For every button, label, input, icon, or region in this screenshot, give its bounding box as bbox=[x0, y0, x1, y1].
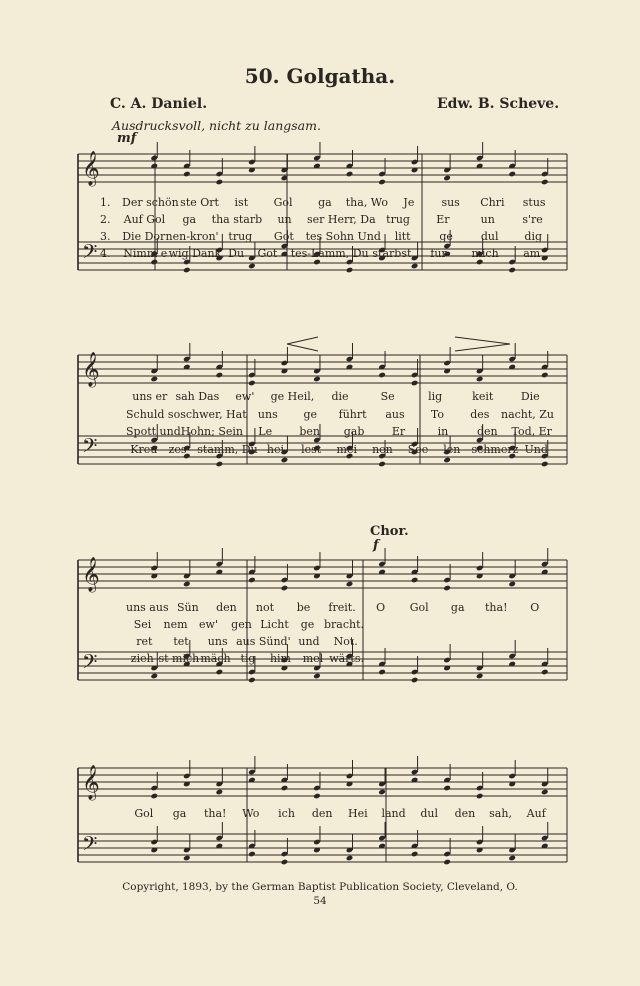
note-head bbox=[541, 669, 549, 676]
lyric-line bbox=[104, 807, 554, 820]
lyric-line bbox=[104, 635, 364, 648]
lyric-syllable: Tod, Er bbox=[511, 425, 552, 438]
lyric-syllable: O bbox=[530, 601, 540, 614]
lyric-syllable: uns er bbox=[132, 390, 168, 403]
lyric-syllable: tha! bbox=[485, 601, 508, 614]
lyric-syllable: gab bbox=[343, 425, 365, 438]
lyric-syllable: aus bbox=[385, 408, 405, 421]
lyric-syllable: Kreu bbox=[130, 443, 158, 456]
note-head bbox=[508, 171, 516, 178]
lyric-syllable: st mich bbox=[158, 652, 200, 665]
note-head bbox=[183, 267, 191, 274]
lyric-syllable: führt bbox=[338, 408, 367, 421]
verse-number bbox=[104, 601, 126, 614]
lyric-syllable: sah, bbox=[489, 807, 512, 820]
lyric-syllable: tes-Lamm, Du bbox=[290, 247, 369, 260]
lyric-syllable: den bbox=[477, 425, 498, 438]
note-head bbox=[281, 785, 289, 792]
note-head bbox=[476, 793, 484, 800]
bass-clef: 𝄢 bbox=[82, 650, 98, 678]
lyric-syllable: tet bbox=[173, 635, 189, 648]
note-head bbox=[476, 673, 484, 680]
note-head bbox=[313, 673, 321, 680]
lyric-syllable: lig bbox=[428, 390, 443, 403]
lyric-syllable: tha, Wo bbox=[345, 196, 388, 209]
verse-number: 1. bbox=[100, 196, 111, 209]
note-head bbox=[248, 577, 256, 584]
note-head bbox=[346, 171, 354, 178]
lyric-syllable: für bbox=[430, 247, 447, 260]
lyric-syllable: Sün bbox=[177, 601, 199, 614]
lyric-syllable: Die Dor bbox=[122, 230, 166, 243]
lyric-syllable: O bbox=[376, 601, 386, 614]
verse-number bbox=[104, 652, 126, 665]
lyric-syllable: am bbox=[523, 247, 541, 260]
lyric-syllable: ret bbox=[136, 635, 153, 648]
lyric-line bbox=[104, 408, 554, 421]
lyric-syllable: ist bbox=[234, 196, 249, 209]
lyric-syllable: stamm, Du bbox=[197, 443, 258, 456]
note-head bbox=[216, 461, 224, 468]
tempo-marking: Ausdrucksvoll, nicht zu langsam. bbox=[112, 118, 321, 133]
lyric-syllable: schmerz bbox=[471, 443, 519, 456]
note-head bbox=[150, 793, 158, 800]
note-head bbox=[476, 376, 484, 383]
note-head bbox=[281, 859, 289, 866]
lyric-syllable: schwer, Hat bbox=[180, 408, 247, 421]
lyric-syllable: Le bbox=[258, 425, 273, 438]
lyric-syllable: ga bbox=[182, 213, 197, 226]
verse-number bbox=[104, 425, 126, 438]
note-head bbox=[216, 669, 224, 676]
lyric-line bbox=[100, 213, 555, 226]
lyric-syllable: ser Herr, Da bbox=[306, 213, 376, 226]
lyric-syllable: See bbox=[407, 443, 429, 456]
lyric-line bbox=[104, 390, 554, 403]
lyric-syllable: tes Sohn Und bbox=[305, 230, 381, 243]
note-head bbox=[411, 677, 419, 684]
note-head bbox=[443, 585, 451, 592]
lyric-syllable: trug bbox=[228, 230, 253, 243]
verse-number: 4. bbox=[100, 247, 111, 260]
verse-number bbox=[104, 390, 126, 403]
verse-number bbox=[104, 618, 126, 631]
note-head bbox=[346, 855, 354, 862]
verse-number bbox=[104, 443, 126, 456]
lyric-syllable: Schuld so bbox=[126, 408, 181, 421]
note-head bbox=[378, 669, 386, 676]
lyric-syllable: Und bbox=[524, 443, 548, 456]
lyric-syllable: den bbox=[311, 807, 333, 820]
treble-clef: 𝄞 bbox=[82, 765, 100, 800]
lyric-syllable: ga bbox=[450, 601, 465, 614]
verse-number bbox=[104, 635, 126, 648]
note-head bbox=[313, 376, 321, 383]
note-head bbox=[541, 789, 549, 796]
lyric-syllable: Er bbox=[436, 213, 450, 226]
lyric-syllable: ge Heil, bbox=[270, 390, 315, 403]
lyric-syllable: ben bbox=[299, 425, 320, 438]
lyric-syllable: Nimm e bbox=[123, 247, 168, 260]
note-head bbox=[248, 380, 256, 387]
lyric-line bbox=[104, 425, 554, 438]
lyric-syllable: mel bbox=[302, 652, 324, 665]
lyric-syllable: mei bbox=[336, 443, 357, 456]
lyric-syllable: trug bbox=[386, 213, 410, 226]
lyric-syllable: wärts. bbox=[329, 652, 364, 665]
lyric-syllable: Got bbox=[257, 247, 278, 260]
lyric-syllable: ich bbox=[278, 807, 295, 820]
lyric-syllable: zes- bbox=[168, 443, 191, 456]
lyric-syllable: s're bbox=[522, 213, 543, 226]
lyric-syllable: dul bbox=[480, 230, 499, 243]
lyric-line bbox=[104, 618, 364, 631]
verse-number: 3. bbox=[100, 230, 111, 243]
note-head bbox=[346, 581, 354, 588]
lyric-syllable: Hei bbox=[348, 807, 368, 820]
lyricist: C. A. Daniel. bbox=[110, 96, 208, 112]
lyric-syllable: wig Dank, Du bbox=[168, 247, 245, 260]
chorus-label: Chor. bbox=[370, 524, 409, 539]
treble-clef: 𝄞 bbox=[82, 557, 100, 592]
lyric-syllable: Hohn; Sein bbox=[180, 425, 243, 438]
treble-clef: 𝄞 bbox=[82, 151, 100, 186]
lyric-line bbox=[100, 196, 555, 209]
lyric-syllable: Spott und bbox=[126, 425, 181, 438]
lyric-syllable: litt bbox=[394, 230, 411, 243]
lyric-line bbox=[100, 230, 555, 243]
note-head bbox=[508, 267, 516, 274]
note-head bbox=[216, 789, 224, 796]
lyric-syllable: Gol bbox=[273, 196, 293, 209]
lyric-syllable: ew' bbox=[199, 618, 218, 631]
lyric-syllable: Der schön bbox=[122, 196, 179, 209]
lyric-syllable: ge bbox=[439, 230, 453, 243]
note-head bbox=[411, 380, 419, 387]
lyric-syllable: un bbox=[277, 213, 292, 226]
verse-number: 2. bbox=[100, 213, 111, 226]
lyric-syllable: nen-kron' bbox=[165, 230, 219, 243]
lyric-syllable: Gol bbox=[409, 601, 429, 614]
lyric-syllable: tha! bbox=[203, 807, 227, 820]
lyric-syllable: stus bbox=[522, 196, 546, 209]
lyric-syllable: keit bbox=[472, 390, 494, 403]
lyric-syllable: Die bbox=[520, 390, 540, 403]
copyright-notice: Copyright, 1893, by the German Baptist Publication Society, Cleveland, O. bbox=[122, 881, 518, 893]
note-head bbox=[150, 673, 158, 680]
lyric-syllable: To bbox=[430, 408, 444, 421]
bass-clef: 𝄢 bbox=[82, 832, 98, 860]
crescendo-hairpin bbox=[287, 337, 318, 351]
treble-clef: 𝄞 bbox=[82, 352, 100, 387]
lyric-syllable: freit. bbox=[328, 601, 356, 614]
note-head bbox=[411, 263, 419, 270]
lyric-syllable: ga bbox=[172, 807, 187, 820]
lyric-syllable: ga bbox=[318, 196, 332, 209]
note-head bbox=[346, 267, 354, 274]
note-head bbox=[411, 851, 419, 858]
note-head bbox=[508, 581, 516, 588]
lyric-syllable: dig bbox=[524, 230, 543, 243]
lyric-syllable: un bbox=[480, 213, 495, 226]
lyric-syllable: len- bbox=[443, 443, 465, 456]
lyric-syllable: dul bbox=[420, 807, 439, 820]
note-head bbox=[541, 461, 549, 468]
note-head bbox=[281, 585, 289, 592]
note-head bbox=[443, 859, 451, 866]
lyric-syllable: Licht bbox=[260, 618, 289, 631]
lyric-syllable: und bbox=[298, 635, 320, 648]
lyric-line bbox=[104, 601, 554, 614]
note-head bbox=[411, 577, 419, 584]
note-head bbox=[378, 461, 386, 468]
lyric-syllable: Je bbox=[403, 196, 415, 209]
lyric-syllable: uns bbox=[257, 408, 278, 421]
lyric-syllable: nen bbox=[372, 443, 393, 456]
lyric-syllable: Gol bbox=[134, 807, 154, 820]
dynamic-f: f bbox=[373, 538, 379, 553]
lyric-syllable: hei bbox=[266, 443, 285, 456]
lyric-syllable: ge bbox=[300, 618, 315, 631]
verse-number bbox=[104, 807, 126, 820]
lyric-syllable: des bbox=[470, 408, 490, 421]
note-head bbox=[183, 855, 191, 862]
page-number: 54 bbox=[313, 895, 327, 907]
lyric-syllable: zieh bbox=[130, 652, 154, 665]
lyric-syllable: tig bbox=[240, 652, 256, 665]
lyric-syllable: mäch bbox=[200, 652, 231, 665]
note-head bbox=[183, 581, 191, 588]
lyric-syllable: aus Sünd' bbox=[236, 635, 291, 648]
lyric-syllable: ew' bbox=[235, 390, 255, 403]
decrescendo-hairpin bbox=[455, 337, 510, 351]
lyric-syllable: nacht, Zu bbox=[500, 408, 555, 421]
hymn-name: Golgatha. bbox=[286, 64, 396, 88]
note-head bbox=[150, 376, 158, 383]
lyric-syllable: tha starb bbox=[211, 213, 263, 226]
lyric-syllable: mich bbox=[471, 247, 499, 260]
lyric-syllable: Got bbox=[273, 230, 294, 243]
lyric-syllable: land bbox=[381, 807, 406, 820]
lyric-syllable: uns aus bbox=[126, 601, 169, 614]
lyric-syllable: him bbox=[269, 652, 291, 665]
note-head bbox=[378, 179, 386, 186]
note-head bbox=[378, 789, 386, 796]
lyric-syllable: be bbox=[296, 601, 311, 614]
lyric-syllable: den bbox=[216, 601, 237, 614]
hymn-number: 50. bbox=[244, 64, 280, 88]
note-head bbox=[248, 263, 256, 270]
lyric-syllable: Auf bbox=[526, 807, 546, 820]
note-head bbox=[378, 372, 386, 379]
note-head bbox=[216, 372, 224, 379]
bass-clef: 𝄢 bbox=[82, 434, 98, 462]
note-head bbox=[443, 785, 451, 792]
note-head bbox=[248, 677, 256, 684]
lyric-syllable: not bbox=[255, 601, 275, 614]
lyric-syllable: gen bbox=[231, 618, 252, 631]
lyric-syllable: ge bbox=[303, 408, 317, 421]
lyric-syllable: Chri bbox=[480, 196, 505, 209]
lyric-syllable: bracht. bbox=[324, 618, 365, 631]
lyric-line bbox=[104, 443, 554, 456]
note-head bbox=[443, 175, 451, 182]
lyric-syllable: Sei bbox=[133, 618, 152, 631]
hymn-title bbox=[0, 64, 640, 88]
lyric-syllable: sah Das bbox=[175, 390, 220, 403]
note-head bbox=[508, 855, 516, 862]
lyric-syllable: Er bbox=[391, 425, 406, 438]
dynamic-mf: mf bbox=[117, 131, 137, 146]
lyric-syllable: ste Ort bbox=[180, 196, 219, 209]
note-head bbox=[183, 171, 191, 178]
lyric-syllable: Wo bbox=[242, 807, 260, 820]
note-head bbox=[281, 457, 289, 464]
lyric-syllable: den bbox=[454, 807, 476, 820]
lyric-syllable: Se bbox=[380, 390, 395, 403]
note-head bbox=[248, 851, 256, 858]
composer: Edw. B. Scheve. bbox=[437, 96, 560, 112]
note-head bbox=[541, 179, 549, 186]
lyric-syllable: uns bbox=[207, 635, 228, 648]
verse-number bbox=[104, 408, 126, 421]
lyric-line bbox=[100, 247, 555, 260]
note-head bbox=[313, 793, 321, 800]
lyric-syllable: die bbox=[331, 390, 349, 403]
lyric-line bbox=[104, 652, 364, 665]
lyric-syllable: starbst bbox=[372, 247, 412, 260]
lyric-syllable: Not. bbox=[333, 635, 358, 648]
bass-clef: 𝄢 bbox=[82, 240, 98, 268]
lyric-syllable: in bbox=[437, 425, 449, 438]
lyric-syllable: lest bbox=[301, 443, 322, 456]
lyric-syllable: sus bbox=[441, 196, 460, 209]
note-head bbox=[216, 179, 224, 186]
note-head bbox=[443, 457, 451, 464]
note-head bbox=[541, 372, 549, 379]
lyric-syllable: nem bbox=[163, 618, 188, 631]
lyric-syllable: Auf Gol bbox=[123, 213, 166, 226]
